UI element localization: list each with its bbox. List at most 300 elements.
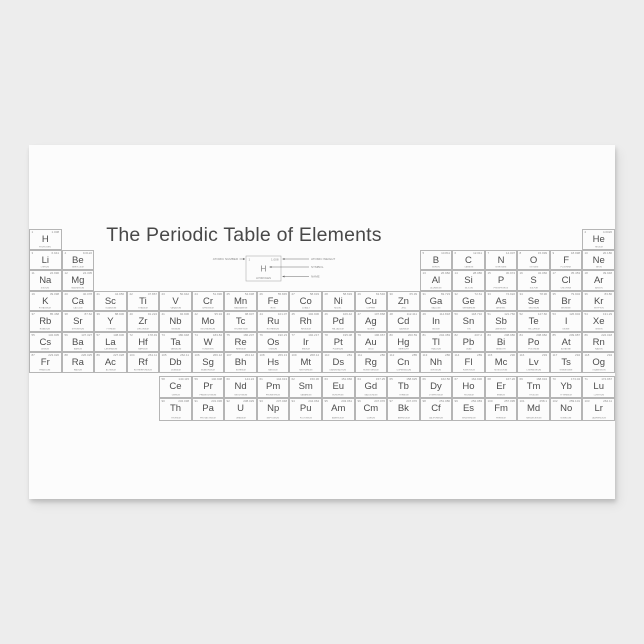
element-symbol: Db: [169, 357, 182, 368]
element-symbol: Hf: [138, 336, 148, 348]
element-symbol: Zn: [397, 295, 409, 307]
element-symbol: Cm: [363, 403, 379, 414]
element-symbol: Tc: [235, 316, 246, 327]
element-symbol: Ru: [267, 316, 280, 327]
element-name: IODINE: [562, 327, 570, 330]
element-symbol: Be: [72, 254, 84, 266]
element-symbol: Ba: [72, 336, 84, 348]
element-symbol: Ar: [593, 275, 604, 286]
element-name: STRONTIUM: [71, 327, 84, 330]
element-symbol: Ho: [462, 380, 475, 392]
element-name: NEON: [595, 265, 602, 268]
atomic-weight: 243.061: [341, 399, 353, 403]
element-meta: [225, 292, 256, 296]
element-cell-dy: [420, 376, 453, 399]
element-meta: [323, 333, 354, 337]
legend-label-name: NAME: [311, 274, 320, 279]
element-name: PHOSPHORUS: [493, 286, 509, 289]
element-name: NIHONIUM: [430, 368, 442, 371]
element-name: ZINC: [401, 306, 406, 309]
element-cell-og: [582, 352, 615, 373]
element-cell-i: [550, 311, 583, 332]
element-name: TUNGSTEN: [202, 347, 214, 350]
element-cell-ho: [452, 376, 485, 399]
atomic-weight: 88.906: [114, 312, 125, 316]
atomic-number: 107: [226, 353, 232, 357]
element-symbol: Po: [527, 336, 540, 348]
element-symbol: Pu: [299, 403, 312, 414]
element-symbol: Tb: [397, 380, 409, 392]
element-symbol: Ga: [429, 295, 443, 307]
atomic-weight: 262.11: [180, 353, 190, 357]
atomic-weight: 231.036: [210, 399, 222, 403]
element-cell-br: [550, 291, 583, 312]
element-name: POLONIUM: [528, 347, 540, 350]
atomic-number: 12: [64, 271, 68, 275]
element-cell-sn: [452, 311, 485, 332]
atomic-weight: 65.39: [409, 292, 418, 296]
element-symbol: Rn: [592, 336, 605, 348]
atomic-weight: 151.966: [341, 377, 353, 381]
element-cell-rg: [355, 352, 388, 373]
atomic-weight: 35.453: [570, 271, 580, 275]
element-cell-zr: [127, 311, 160, 332]
atomic-weight: 195.08: [342, 333, 353, 337]
atomic-number: 17: [552, 271, 556, 275]
atomic-number: 20: [64, 292, 68, 296]
atomic-weight: 261.11: [147, 353, 157, 357]
atomic-number: 80: [389, 333, 393, 337]
element-symbol: Bh: [234, 357, 247, 368]
atomic-number: 48: [389, 312, 393, 316]
element-name: TERBIUM: [398, 393, 408, 396]
element-meta: [486, 292, 517, 296]
element-symbol: Cf: [431, 403, 441, 414]
element-symbol: Nb: [169, 316, 182, 327]
element-symbol: He: [592, 234, 605, 245]
element-name: DARMSTADTIUM: [330, 368, 347, 371]
atomic-weight: 238.029: [243, 399, 255, 403]
element-name: ANTIMONY: [495, 327, 507, 330]
atomic-weight: 83.80: [604, 292, 613, 296]
atomic-weight: 222.018: [601, 333, 613, 337]
element-meta: [486, 333, 517, 337]
atomic-weight: 280: [379, 353, 385, 357]
legend-label-atomic-number: ATOMIC NUMBER: [212, 257, 238, 261]
element-meta: [486, 251, 517, 255]
element-meta: [290, 292, 321, 296]
element-name: ALUMINUM: [430, 286, 442, 289]
element-symbol: Br: [561, 295, 571, 307]
atomic-number: 64: [357, 377, 361, 381]
element-meta: [63, 292, 94, 296]
atomic-number: 95: [324, 399, 328, 403]
element-symbol: Pd: [332, 316, 345, 327]
element-cell-pu: [289, 398, 322, 421]
element-cell-pd: [322, 311, 355, 332]
atomic-weight: 258.1: [539, 399, 548, 403]
atomic-weight: 74.922: [505, 292, 515, 296]
atomic-number: 99: [454, 399, 459, 403]
atomic-weight: 98.907: [245, 312, 255, 316]
element-symbol: As: [495, 295, 507, 307]
element-cell-k: [29, 291, 62, 312]
atomic-number: 76: [259, 333, 263, 337]
atomic-number: 21: [96, 292, 100, 296]
element-meta: [290, 377, 321, 381]
element-symbol: N: [497, 254, 505, 266]
element-cell-tl: [420, 332, 453, 353]
element-symbol: Ra: [71, 357, 84, 368]
atomic-weight: 252.083: [471, 399, 483, 403]
element-cell-as: [485, 291, 518, 312]
atomic-weight: 121.760: [503, 312, 515, 316]
element-name: ZIRCONIUM: [137, 327, 149, 330]
element-symbol: Og: [592, 357, 606, 368]
atomic-number: 3: [31, 251, 34, 255]
element-cell-at: [550, 332, 583, 353]
atomic-weight: 200.59: [407, 333, 418, 337]
atomic-number: 38: [64, 312, 68, 316]
atomic-weight: 144.913: [276, 377, 287, 381]
atomic-number: 45: [291, 312, 296, 316]
atomic-weight: 1.008: [51, 230, 60, 234]
element-cell-cl: [550, 270, 583, 291]
element-cell-tb: [387, 376, 420, 399]
element-cell-s: [517, 270, 550, 291]
atomic-number: 87: [31, 353, 35, 357]
element-meta: [421, 251, 452, 255]
element-cell-ge: [452, 291, 485, 312]
atomic-number: 30: [389, 292, 393, 296]
element-name: THORIUM: [170, 416, 181, 419]
legend-name-value: HYDROGEN: [256, 276, 271, 280]
element-meta: [388, 377, 419, 381]
atomic-number: 51: [487, 312, 491, 316]
atomic-weight: 4.0026: [603, 230, 613, 234]
atomic-weight: 6.941: [51, 251, 60, 255]
atomic-number: 86: [584, 333, 589, 337]
element-symbol: Sm: [298, 380, 313, 392]
atomic-weight: 63.546: [375, 292, 385, 296]
element-cell-ti: [127, 291, 160, 312]
element-name: GADOLINIUM: [364, 393, 378, 396]
element-meta: [356, 333, 387, 337]
element-name: MERCURY: [398, 347, 409, 350]
atomic-number: 16: [519, 271, 524, 275]
atomic-number: 10: [584, 251, 589, 255]
atomic-number: 18: [584, 271, 589, 275]
atomic-number: 77: [291, 333, 296, 337]
element-cell-na: [29, 270, 62, 291]
element-cell-ga: [420, 291, 453, 312]
element-symbol: Ds: [332, 357, 345, 368]
element-name: POTASSIUM: [39, 306, 52, 309]
element-cell-c: [452, 250, 485, 271]
element-symbol: Rg: [364, 357, 377, 368]
element-cell-th: [159, 398, 192, 421]
atomic-weight: 251.080: [438, 399, 450, 403]
atomic-number: 35: [552, 292, 556, 296]
element-name: NOBELIUM: [560, 416, 572, 419]
element-symbol: Ca: [71, 295, 84, 307]
element-symbol: Cu: [364, 295, 377, 307]
element-symbol: O: [529, 254, 538, 266]
atomic-number: 60: [226, 377, 231, 381]
element-meta: [583, 377, 614, 381]
element-name: TANTALUM: [170, 347, 181, 350]
element-cell-sb: [485, 311, 518, 332]
element-symbol: B: [432, 254, 440, 266]
atomic-weight: 14.007: [505, 251, 515, 255]
atomic-weight: 264.12: [245, 353, 255, 357]
element-name: GALLIUM: [431, 306, 441, 309]
element-name: BERYLLIUM: [72, 265, 84, 268]
element-cell-fe: [257, 291, 290, 312]
element-cell-pb: [452, 332, 485, 353]
atomic-number: 115: [487, 353, 493, 357]
atomic-weight: 162.50: [440, 377, 450, 381]
element-name: DYSPROSIUM: [429, 393, 443, 396]
periodic-table-main: [29, 229, 615, 373]
element-symbol: Fm: [494, 403, 508, 414]
element-cell-rn: [582, 332, 615, 353]
atomic-number: 11: [31, 271, 35, 275]
atomic-weight: 167.26: [505, 377, 515, 381]
element-meta: [551, 377, 582, 381]
atomic-weight: 144.24: [245, 377, 255, 381]
element-symbol: Xe: [592, 316, 605, 327]
element-meta: [421, 377, 452, 381]
element-cell-f: [550, 250, 583, 271]
atomic-weight: 209.987: [569, 333, 580, 337]
element-symbol: Ir: [302, 336, 309, 348]
atomic-weight: 237.048: [276, 399, 287, 403]
element-cell-tm: [517, 376, 550, 399]
element-cell-co: [289, 291, 322, 312]
atomic-weight: 138.906: [113, 333, 125, 337]
atomic-number: 108: [259, 353, 265, 357]
element-symbol: Ag: [365, 316, 377, 327]
atomic-weight: 247.070: [406, 399, 418, 403]
element-symbol: Se: [527, 295, 540, 307]
atomic-weight: 140.908: [210, 377, 222, 381]
element-cell-no: [550, 398, 583, 421]
element-symbol: F: [563, 254, 570, 266]
element-name: FERMIUM: [496, 416, 506, 419]
atomic-number: 4: [64, 251, 66, 255]
atomic-number: 56: [64, 333, 68, 337]
atomic-weight: 131.29: [603, 312, 613, 316]
atomic-weight: 174.967: [601, 377, 613, 381]
element-cell-ir: [289, 332, 322, 353]
element-meta: [30, 251, 61, 255]
element-name: RUBIDIUM: [40, 327, 51, 330]
element-cell-bi: [485, 332, 518, 353]
element-symbol: Yb: [560, 380, 572, 392]
atomic-number: 8: [519, 251, 522, 255]
atomic-number: 110: [324, 353, 330, 357]
atomic-weight: 281: [347, 353, 353, 357]
element-cell-mc: [485, 352, 518, 373]
element-meta: [193, 377, 224, 381]
atomic-number: 31: [422, 292, 426, 296]
element-name: CADMIUM: [398, 327, 409, 330]
atomic-number: 105: [161, 353, 167, 357]
element-symbol: Hg: [397, 336, 410, 348]
atomic-weight: 196.967: [373, 333, 385, 337]
atomic-number: 58: [161, 377, 166, 381]
element-cell-mo: [192, 311, 225, 332]
atomic-number: 28: [324, 292, 328, 296]
element-cell-bh: [224, 352, 257, 373]
element-cell-pa: [192, 398, 225, 421]
element-symbol: Kr: [593, 295, 604, 307]
element-symbol: P: [497, 275, 505, 286]
element-name: MANGANESE: [234, 306, 248, 309]
element-cell-cm: [355, 398, 388, 421]
atomic-number: 101: [519, 399, 525, 403]
element-symbol: Y: [107, 316, 114, 327]
atomic-number: 26: [259, 292, 263, 296]
element-name: PROMETHIUM: [266, 393, 281, 396]
atomic-weight: 180.948: [178, 333, 190, 337]
element-meta: [551, 251, 582, 255]
element-meta: [63, 251, 94, 255]
element-symbol: Ce: [169, 380, 182, 392]
element-meta: [160, 292, 191, 296]
element-symbol: Re: [234, 336, 247, 348]
element-symbol: Zr: [138, 316, 148, 327]
element-cell-lu: [582, 376, 615, 399]
atomic-weight: 44.956: [114, 292, 125, 296]
element-name: PLATINUM: [333, 347, 344, 350]
atomic-weight: 107.868: [373, 312, 385, 316]
element-symbol: Ts: [561, 357, 571, 368]
atomic-weight: 54.938: [245, 292, 255, 296]
atomic-number: 92: [226, 399, 231, 403]
element-symbol: Es: [462, 403, 475, 414]
element-cell-lv: [517, 352, 550, 373]
element-symbol: Co: [299, 295, 312, 307]
element-cell-cn: [387, 352, 420, 373]
element-name: MOSCOVIUM: [494, 368, 508, 371]
element-symbol: At: [561, 336, 571, 348]
atomic-weight: 72.61: [474, 292, 483, 296]
atomic-number: 117: [552, 353, 558, 357]
element-name: INDIUM: [432, 327, 440, 330]
atomic-number: 88: [64, 353, 68, 357]
atomic-number: 85: [552, 333, 556, 337]
atomic-weight: 79.904: [570, 292, 580, 296]
element-symbol: Bk: [397, 403, 409, 414]
element-cell-ne: [582, 250, 615, 271]
element-meta: [388, 333, 419, 337]
element-meta: [193, 292, 224, 296]
atomic-weight: 150.36: [310, 377, 320, 381]
element-symbol: Ne: [592, 254, 605, 266]
element-name: THALLIUM: [430, 347, 441, 350]
atomic-weight: 12.011: [473, 251, 483, 255]
atomic-number: 103: [584, 399, 590, 403]
element-meta: [583, 292, 614, 296]
element-cell-sc: [94, 291, 127, 312]
element-cell-nb: [159, 311, 192, 332]
element-symbol: Mc: [494, 357, 508, 368]
atomic-weight: 55.845: [277, 292, 287, 296]
element-name: FRANCIUM: [39, 368, 51, 371]
atomic-number: 97: [389, 399, 393, 403]
element-symbol: Lu: [593, 380, 604, 392]
element-cell-la: [94, 332, 127, 353]
atomic-number: 14: [454, 271, 459, 275]
element-meta: [551, 333, 582, 337]
atomic-number: 19: [31, 292, 35, 296]
element-name: PRASEODYMIUM: [199, 393, 217, 396]
element-name: ARSENIC: [496, 306, 506, 309]
element-symbol: Pm: [266, 380, 281, 392]
atomic-number: 109: [291, 353, 297, 357]
element-meta: [225, 377, 256, 381]
element-symbol: Ni: [333, 295, 343, 307]
element-name: BERKELIUM: [397, 416, 410, 419]
atomic-weight: 204.383: [438, 333, 450, 337]
element-name: OXYGEN: [529, 265, 538, 268]
element-symbol: Ti: [139, 295, 147, 307]
element-cell-ba: [62, 332, 95, 353]
element-cell-pt: [322, 332, 355, 353]
element-name: IRIDIUM: [301, 347, 310, 350]
atomic-weight: 58.693: [342, 292, 353, 296]
element-cell-er: [485, 376, 518, 399]
element-meta: [453, 251, 484, 255]
atomic-number: 89: [96, 353, 100, 357]
element-meta: [290, 333, 321, 337]
element-symbol: La: [105, 336, 116, 348]
atomic-number: 53: [552, 312, 556, 316]
periodic-table-fblock: [29, 376, 615, 421]
atomic-weight: 87.62: [84, 312, 92, 316]
atomic-weight: 22.990: [49, 271, 60, 275]
element-meta: [518, 292, 549, 296]
element-name: RHENIUM: [235, 347, 246, 350]
atomic-weight: 95.94: [214, 312, 222, 316]
element-symbol: In: [431, 316, 440, 327]
element-name: EINSTEINIUM: [461, 416, 476, 419]
element-symbol: Sr: [73, 316, 83, 327]
element-symbol: K: [42, 295, 49, 307]
element-symbol: Cr: [203, 295, 214, 307]
element-cell-kr: [582, 291, 615, 312]
atomic-weight: 192.217: [308, 333, 320, 337]
atomic-weight: 158.925: [406, 377, 418, 381]
element-name: CHROMIUM: [202, 306, 214, 309]
atomic-number: 71: [584, 377, 589, 381]
element-cell-sm: [289, 376, 322, 399]
element-name: ACTINIUM: [105, 368, 116, 371]
element-cell-sg: [192, 352, 225, 373]
atomic-number: 83: [487, 333, 491, 337]
element-name: LEAD: [465, 347, 472, 350]
element-cell-h: [29, 229, 62, 250]
element-name: RUTHERFORDIUM: [133, 368, 152, 371]
atomic-weight: 69.723: [440, 292, 450, 296]
atomic-number: 98: [422, 399, 426, 403]
element-name: NITROGEN: [495, 265, 507, 268]
element-meta: [128, 292, 159, 296]
atomic-weight: 47.867: [147, 292, 157, 296]
poster-title: The Periodic Table of Elements: [106, 224, 382, 246]
